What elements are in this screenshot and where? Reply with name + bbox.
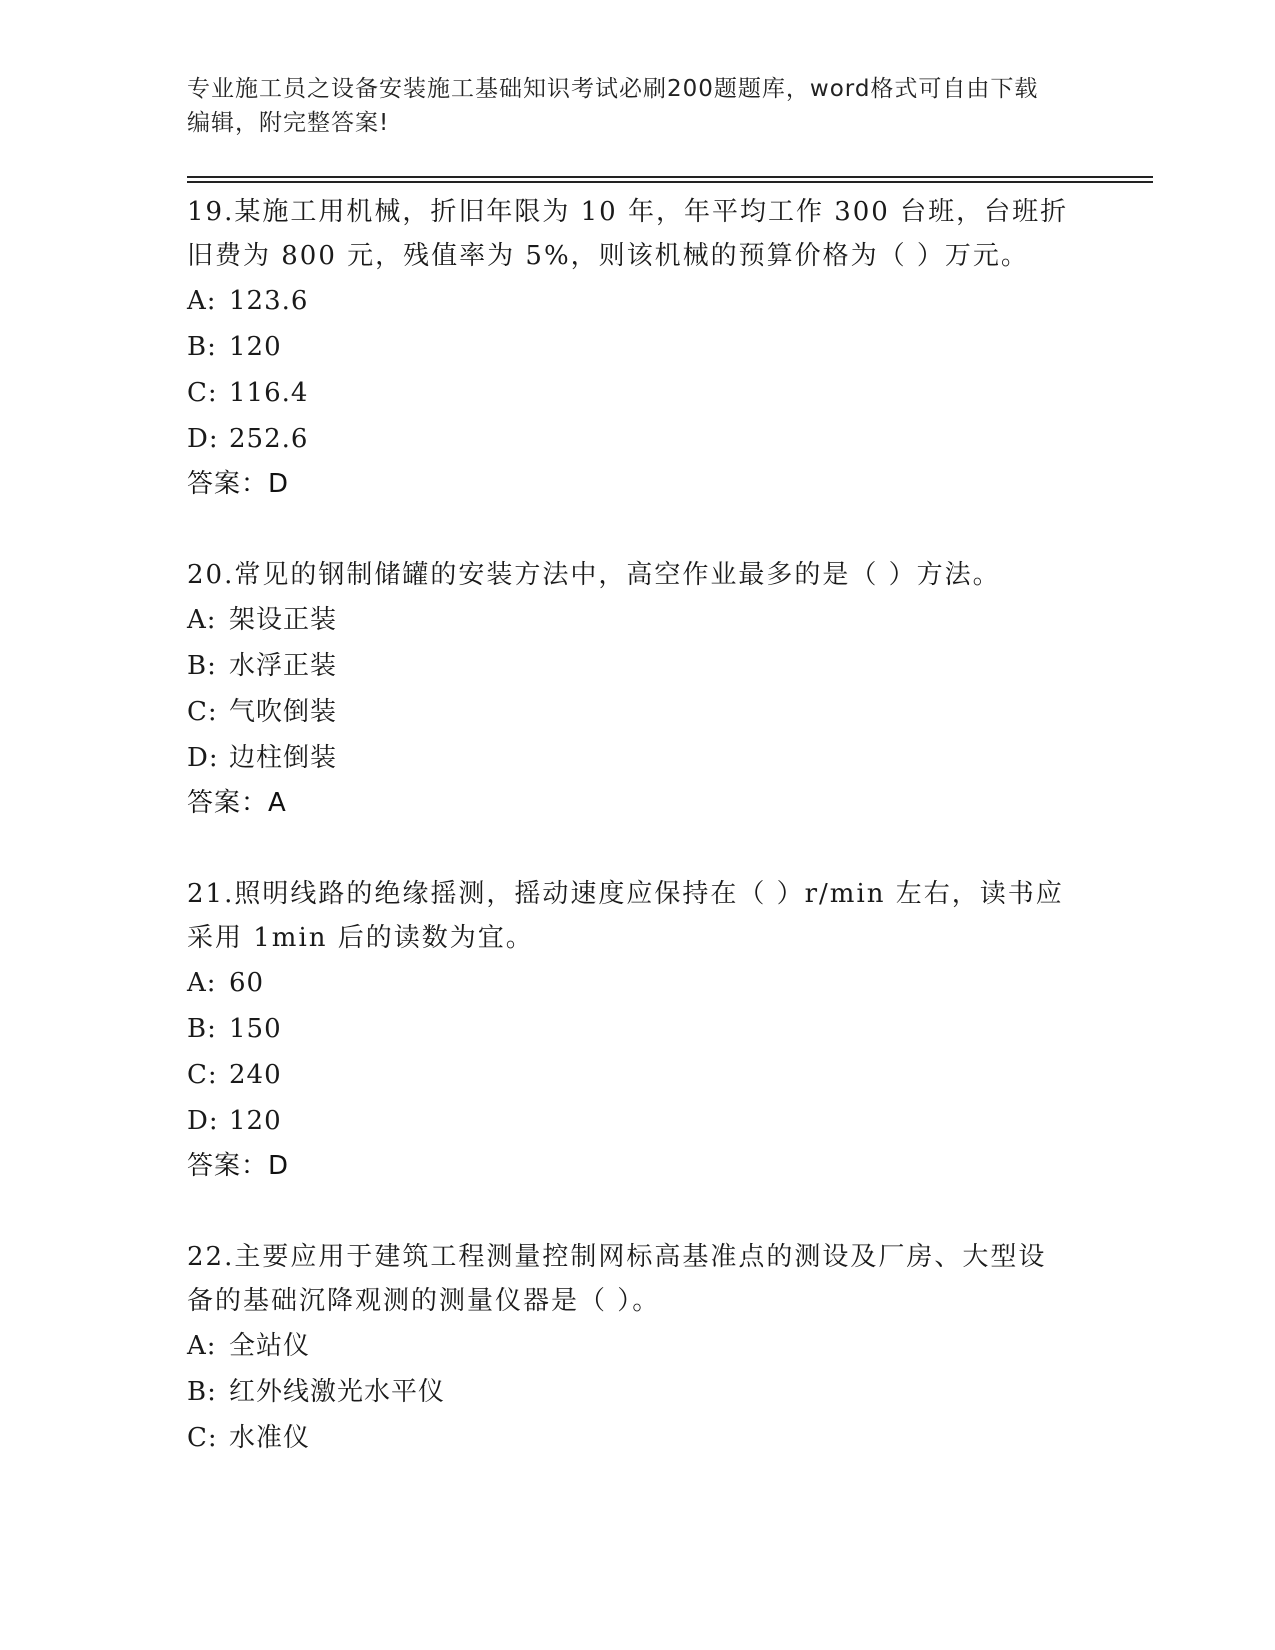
option-letter: C: — [187, 1423, 218, 1453]
option-c — [187, 1415, 1087, 1461]
stem-line: 19.某施工用机械，折旧年限为 10 年，年平均工作 300 台班，台班折 — [187, 197, 1069, 227]
option-a — [187, 597, 1087, 643]
question-20 — [187, 553, 1087, 825]
stem-line: 旧费为 800 元，残值率为 5%，则该机械的预算价格为（ ）万元。 — [187, 241, 1029, 271]
document-header — [187, 72, 1067, 140]
option-letter: D: — [187, 1106, 219, 1136]
option-text: 123.6 — [229, 286, 309, 316]
option-text: 150 — [229, 1014, 282, 1044]
option-letter: C: — [187, 378, 218, 408]
option-letter: A: — [187, 968, 217, 998]
option-text: 气吹倒装 — [229, 697, 338, 727]
option-b — [187, 643, 1087, 689]
answer-value: D — [268, 1151, 290, 1181]
question-22 — [187, 1235, 1087, 1461]
option-text: 120 — [229, 1106, 282, 1136]
stem-line: 备的基础沉降观测的测量仪器是（ ）。 — [187, 1286, 661, 1316]
stem-line: 20.常见的钢制储罐的安装方法中，高空作业最多的是（ ）方法。 — [187, 560, 1001, 590]
question-stem — [187, 872, 1087, 960]
option-a — [187, 278, 1087, 324]
option-letter: B: — [187, 651, 217, 681]
option-d — [187, 416, 1087, 462]
option-letter: A: — [187, 286, 217, 316]
question-stem — [187, 190, 1087, 278]
header-divider-bottom — [187, 181, 1153, 183]
question-21 — [187, 872, 1087, 1188]
stem-line: 21.照明线路的绝缘摇测，摇动速度应保持在（ ）r/min 左右，读书应 — [187, 879, 1064, 909]
stem-line: 采用 1min 后的读数为宜。 — [187, 923, 534, 953]
option-letter: C: — [187, 697, 218, 727]
option-c — [187, 370, 1087, 416]
option-a — [187, 1323, 1087, 1369]
option-letter: B: — [187, 1377, 217, 1407]
option-text: 240 — [229, 1060, 282, 1090]
option-b — [187, 1006, 1087, 1052]
option-c — [187, 689, 1087, 735]
option-d — [187, 1098, 1087, 1144]
header-line-1: 专业施工员之设备安装施工基础知识考试必刷200题题库，word格式可自由下载 — [187, 76, 1039, 102]
question-list — [187, 190, 1087, 1508]
answer-label: 答案： — [187, 1151, 269, 1181]
option-letter: B: — [187, 332, 217, 362]
option-text: 全站仪 — [229, 1331, 311, 1361]
answer-label: 答案： — [187, 788, 269, 818]
header-line-2: 编辑，附完整答案! — [187, 110, 390, 136]
stem-line: 22.主要应用于建筑工程测量控制网标高基准点的测设及厂房、大型设 — [187, 1242, 1047, 1272]
option-d — [187, 735, 1087, 781]
option-text: 架设正装 — [229, 605, 338, 635]
answer-label: 答案： — [187, 469, 269, 499]
option-c — [187, 1052, 1087, 1098]
option-b — [187, 324, 1087, 370]
option-text: 水准仪 — [229, 1423, 311, 1453]
option-text: 边柱倒装 — [229, 743, 338, 773]
answer-line — [187, 781, 1087, 825]
header-divider-top — [187, 176, 1153, 178]
option-letter: C: — [187, 1060, 218, 1090]
answer-line — [187, 462, 1087, 506]
question-stem — [187, 553, 1087, 597]
option-letter: A: — [187, 605, 217, 635]
option-letter: A: — [187, 1331, 217, 1361]
option-text: 60 — [229, 968, 265, 998]
answer-line — [187, 1144, 1087, 1188]
option-text: 252.6 — [229, 424, 309, 454]
option-b — [187, 1369, 1087, 1415]
option-text: 116.4 — [229, 378, 309, 408]
option-letter: D: — [187, 424, 219, 454]
option-letter: B: — [187, 1014, 217, 1044]
option-text: 120 — [229, 332, 282, 362]
option-letter: D: — [187, 743, 219, 773]
option-text: 水浮正装 — [229, 651, 338, 681]
answer-value: D — [268, 469, 290, 499]
option-text: 红外线激光水平仪 — [229, 1377, 446, 1407]
answer-value: A — [268, 788, 287, 818]
option-a — [187, 960, 1087, 1006]
question-stem — [187, 1235, 1087, 1323]
question-19 — [187, 190, 1087, 506]
